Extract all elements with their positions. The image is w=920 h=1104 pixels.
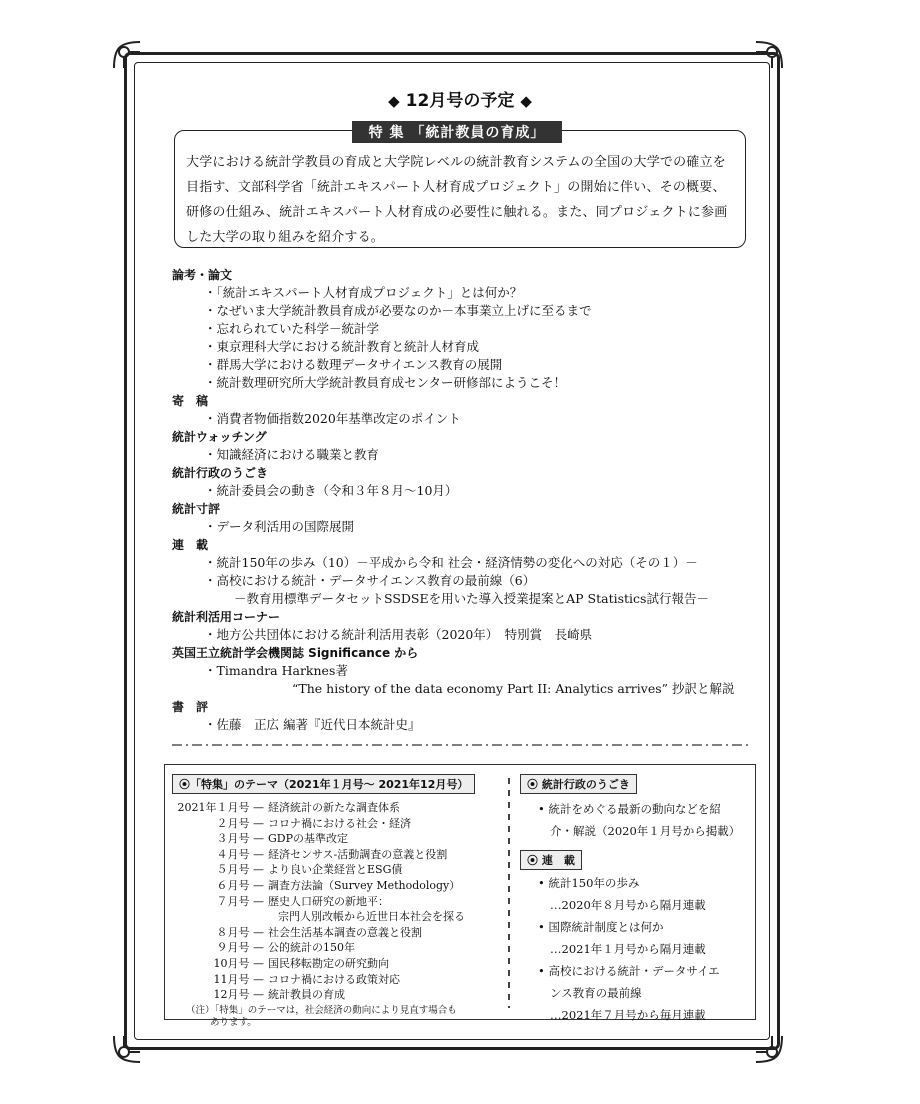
diamond-icon: ◆ — [388, 92, 400, 110]
gyosei-text: 介・解説（2020年１月号から掲載） — [550, 824, 741, 838]
toc-item: ・統計150年の歩み（10）－平成から令和 社会・経済情勢の変化への対応（その１）－ — [204, 555, 698, 570]
toc-category: 論考・論文 — [172, 268, 233, 282]
theme-title: 統計教員の育成 — [268, 988, 345, 1002]
theme-month: 11月号 — — [213, 972, 264, 986]
toc-item: ・なぜいま大学統計教員育成が必要なのか－本事業立上げに至るまで — [204, 303, 592, 318]
theme-month: 12月号 — — [213, 988, 264, 1002]
toc-item: ・佐藤 正広 編著『近代日本統計史』 — [204, 717, 421, 732]
toc-category: 統計行政のうごき — [172, 466, 269, 480]
toc-category: 統計寸評 — [172, 502, 221, 516]
theme-title: 公的統計の150年 — [268, 941, 355, 955]
theme-row — [172, 972, 502, 988]
toc-item: ・群馬大学における数理データサイエンス教育の展開 — [204, 357, 503, 372]
theme-header: ⦿「特集」のテーマ（2021年１月号～ 2021年12月号） — [172, 774, 475, 794]
toc-category: 連 載 — [172, 538, 209, 552]
theme-month: ５月号 — — [216, 863, 264, 877]
theme-month: 10月号 — — [213, 956, 264, 970]
toc-item: ・消費者物価指数2020年基準改定のポイント — [204, 411, 461, 426]
theme-note-line: （注）「特集」のテーマは，社会経済の動向により見直す場合も — [186, 1004, 457, 1016]
theme-month: ８月号 — — [216, 925, 264, 939]
theme-title: コロナ禍における政策対応 — [268, 972, 400, 986]
series-column — [520, 774, 750, 1026]
toc-item: ・地方公共団体における統計利活用表彰（2020年） 特別賞 長崎県 — [204, 627, 593, 642]
theme-month: ２月号 — — [216, 816, 264, 830]
theme-month: ６月号 — — [216, 878, 264, 892]
gyosei-header: ⦿ 統計行政のうごき — [520, 774, 637, 794]
theme-schedule — [172, 800, 502, 1003]
toc-item: ・統計委員会の動き（令和３年８月～10月） — [204, 483, 458, 498]
rensai-header: ⦿ 連 載 — [520, 850, 582, 870]
toc-item: ・「統計エキスパート人材育成プロジェクト」とは何か？ — [204, 285, 523, 300]
theme-title: 国民移転勘定の研究動向 — [268, 956, 389, 970]
toc-item: －教育用標準データセットSSDSEを用いた導入授業提案とAP Statistics試行報告－ — [234, 591, 709, 606]
feature-label: 特 集 「統計教員の育成」 — [352, 121, 562, 143]
toc-item: ・東京理科大学における統計教育と統計人材育成 — [204, 339, 480, 354]
toc-category: 英国王立統計学会機関誌 Significance から — [172, 646, 419, 660]
rensai-schedule: …2021年１月号から隔月連載 — [550, 942, 706, 956]
toc-category: 統計ウォッチング — [172, 430, 267, 444]
page-title-text: 12月号の予定 — [405, 91, 515, 111]
separator-line — [172, 742, 750, 748]
theme-note-line: あります。 — [210, 1016, 257, 1028]
theme-month: 2021年１月号 — — [177, 801, 264, 814]
toc-item: ・データ利活用の国際展開 — [204, 519, 355, 534]
rensai-schedule: …2021年７月号から毎月連載 — [550, 1008, 706, 1022]
theme-row — [172, 925, 502, 941]
theme-row — [172, 940, 502, 956]
diamond-icon: ◆ — [520, 92, 532, 110]
toc-category: 書 評 — [172, 700, 209, 714]
feature-description: 大学における統計学教員の育成と大学院レベルの統計教育システムの全国の大学での確立を目指す、文部科学省「統計エキスパート人材育成プロジェクト」の開始に伴い、その概要、研修の仕組み、統計エキスパート人材育成の必要性に触れる。また、同プロジェクトに参画した大学の取り組みを紹介する。 — [186, 155, 728, 245]
gyosei-text: • 統計をめぐる最新の動向などを紹 — [538, 802, 721, 816]
toc-item: ・Timandra Harknes著 — [204, 663, 348, 678]
table-of-contents — [172, 266, 762, 734]
corner-ornament-icon — [110, 1032, 144, 1066]
rensai-item: • 国際統計制度とは何か — [538, 920, 664, 934]
theme-title: GDPの基準改定 — [268, 832, 349, 846]
corner-ornament-icon — [752, 38, 786, 72]
theme-row — [172, 862, 502, 878]
theme-row — [172, 987, 502, 1003]
toc-item: ・忘れられていた科学－統計学 — [204, 321, 380, 336]
rensai-item: • 統計150年の歩み — [538, 876, 640, 890]
rensai-schedule: …2020年８月号から隔月連載 — [550, 898, 706, 912]
toc-category: 統計利活用コーナー — [172, 610, 281, 624]
corner-ornament-icon — [110, 38, 144, 72]
toc-item: “The history of the data economy Part II: Analytics arrives” 抄訳と解説 — [292, 681, 735, 696]
theme-month: ３月号 — — [216, 832, 264, 846]
toc-item: ・高校における統計・データサイエンス教育の最前線（6） — [204, 573, 536, 588]
page-title — [0, 86, 920, 111]
theme-title: コロナ禍における社会・経済 — [268, 816, 411, 830]
theme-month: ４月号 — — [216, 847, 264, 861]
toc-item: ・知識経済における職業と教育 — [204, 447, 380, 462]
theme-title: 宗門人別改帳から近世日本社会を探る — [278, 910, 465, 924]
rensai-item: ンス教育の最前線 — [550, 986, 642, 1000]
theme-title: 経済統計の新たな調査体系 — [268, 801, 400, 814]
theme-title: 歴史人口研究の新地平： — [268, 894, 389, 908]
theme-note — [172, 1005, 502, 1029]
toc-category: 寄 稿 — [172, 394, 209, 408]
theme-column — [172, 774, 502, 1029]
theme-row — [172, 831, 502, 847]
corner-ornament-icon — [752, 1032, 786, 1066]
column-divider — [508, 778, 510, 1008]
theme-row — [172, 956, 502, 972]
theme-title: 調査方法論（Survey Methodology） — [268, 878, 461, 892]
theme-row — [172, 878, 502, 894]
theme-row — [172, 909, 502, 925]
rensai-item: • 高校における統計・データサイエ — [538, 964, 720, 978]
theme-title: より良い企業経営とESG債 — [268, 863, 403, 877]
theme-row — [172, 847, 502, 863]
theme-row — [172, 894, 502, 910]
theme-row — [172, 800, 502, 816]
theme-title: 経済センサス‐活動調査の意義と役割 — [268, 847, 448, 861]
theme-title: 社会生活基本調査の意義と役割 — [268, 925, 422, 939]
theme-month: ９月号 — — [216, 941, 264, 955]
toc-item: ・統計数理研究所大学統計教員育成センター研修部にようこそ！ — [204, 375, 567, 390]
theme-month: ７月号 — — [216, 894, 264, 908]
theme-row — [172, 816, 502, 832]
